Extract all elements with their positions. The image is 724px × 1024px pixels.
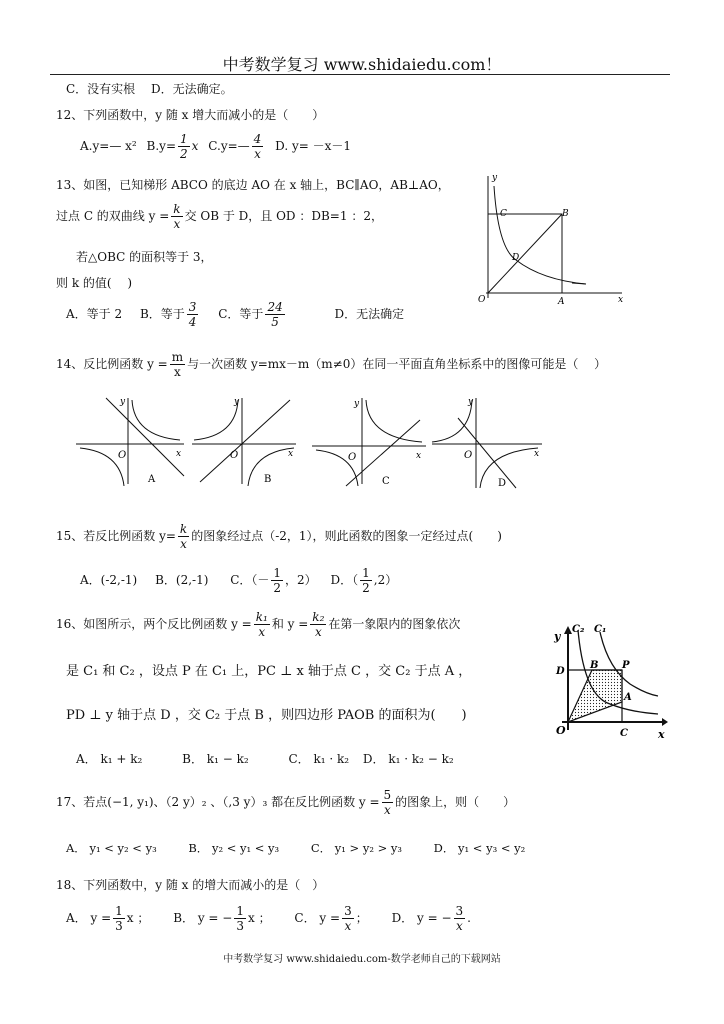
svg-text:y: y — [354, 399, 360, 409]
q13-hyperbola — [494, 186, 586, 284]
q15-stem: 15、若反比例函数 y= $\frac{k}{x}$ 的图象经过点（-2，1），则此函数的图象一定经过点( ) — [56, 522, 502, 551]
q16-figure — [550, 618, 670, 744]
svg-text:A: A — [624, 692, 632, 703]
svg-text:B: B — [590, 660, 599, 671]
q16-option-d: D． k₁ · k₂ − k₂ — [362, 752, 454, 766]
q12-option-c: C.y=— $\frac{4}{x}$ — [208, 132, 262, 161]
q15-option-a: A．(-2,-1) — [80, 573, 138, 587]
q15-option-c: C．（－ $\frac{1}{2}$ ，2） — [230, 566, 317, 595]
q17-option-b: B． y₂ < y₁ < y₃ — [188, 841, 280, 855]
svg-text:C₁: C₁ — [594, 624, 607, 635]
page-footer: 中考数学复习 www.shidaiedu.com-数学老师自己的下载网站 — [223, 954, 501, 965]
q13-label-x: x — [618, 295, 624, 305]
svg-text:O: O — [464, 450, 473, 461]
q12-options — [80, 132, 351, 161]
q13-label-b: B — [562, 209, 569, 219]
svg-text:y: y — [120, 397, 126, 407]
q13-option-d: D．无法确定 — [334, 307, 405, 321]
svg-text:x: x — [176, 449, 182, 459]
q13-line2: 过点 C 的双曲线 y = $\frac{k}{x}$ 交 OB 于 D，且 OD ：DB=1 ：2， — [56, 202, 383, 231]
q18-option-c: C． y = $\frac{3}{x}$ ； — [294, 904, 368, 933]
q16-option-b: B． k₁ − k₂ — [182, 752, 249, 766]
svg-text:O: O — [230, 450, 239, 461]
q16-line2: 是 C₁ 和 C₂ ，设点 P 在 C₁ 上，PC ⊥ x 轴于点 C ，交 C₂ 于点 A ， — [66, 664, 472, 679]
q15-option-b: B．(2,-1) — [155, 573, 209, 587]
q16-option-c: C． k₁ · k₂ — [288, 752, 350, 766]
svg-text:y: y — [234, 397, 240, 407]
q18-option-a: A． y = $\frac{1}{3}$ x ； — [66, 904, 150, 933]
svg-text:C: C — [620, 728, 628, 739]
q13-label-y: y — [492, 173, 498, 183]
q13-line3: 若△OBC 的面积等于 3， — [76, 250, 213, 264]
q13-line4: 则 k 的值( ) — [56, 276, 133, 290]
q13-curve-arrow — [572, 283, 586, 284]
q18-stem: 18、下列函数中，y 随 x 的增大而减小的是（ ） — [56, 878, 325, 892]
q18-option-b: B． y = − $\frac{1}{3}$ x ； — [173, 904, 271, 933]
q16-option-a: A． k₁ + k₂ — [76, 752, 143, 766]
q13-figure — [472, 168, 628, 308]
q16-shaded-paob — [568, 670, 622, 722]
q14-stem: 14、反比例函数 y = $\frac{m}{x}$ 与一次函数 y=mx－m（m≠0）在同一平面直角坐标系中的图像可能是（ ） — [56, 350, 607, 379]
svg-text:x: x — [534, 449, 540, 459]
svg-text:O: O — [118, 450, 127, 461]
q17-option-c: C． y₁ > y₂ > y₃ — [310, 841, 402, 855]
q13-options — [66, 300, 404, 329]
q17-option-d: D． y₁ < y₃ < y₂ — [433, 841, 526, 855]
q18-options — [66, 904, 471, 933]
q14-label-d: D — [498, 478, 507, 489]
q14-graph-a — [76, 397, 184, 486]
q12-option-b: B.y= $\frac{1}{2}$ x — [146, 132, 199, 161]
q18-option-d: D． y = − $\frac{3}{x}$ . — [391, 904, 471, 933]
page-header: 中考数学复习 www.shidaiedu.com！ — [222, 55, 502, 74]
q11-options: C．没有实根 D．无法确定。 — [66, 82, 233, 96]
q16-line3: PD ⊥ y 轴于点 D ，交 C₂ 于点 B ，则四边形 PAOB 的面积为( ) — [66, 708, 467, 723]
svg-text:y: y — [554, 630, 561, 643]
q15-option-d: D．（ $\frac{1}{2}$ ,2） — [330, 566, 398, 595]
svg-text:x: x — [288, 449, 294, 459]
q14-label-a: A — [148, 474, 156, 485]
svg-text:x: x — [658, 728, 665, 741]
q13-option-b: B．等于 $\frac{3}{4}$ — [139, 300, 197, 329]
header-rule — [50, 74, 670, 75]
svg-text:x: x — [416, 451, 422, 461]
q14-graph-c — [312, 398, 426, 487]
q13-label-d: D — [512, 253, 520, 263]
svg-text:P: P — [622, 660, 630, 671]
q14-figures — [76, 392, 546, 492]
q14-graph-d — [432, 397, 542, 489]
q16-options — [76, 750, 454, 767]
svg-text:D: D — [556, 666, 565, 677]
q13-option-a: A．等于 2 — [66, 307, 123, 321]
q15-options — [80, 566, 397, 595]
q17-options — [66, 840, 525, 856]
svg-text:C₂: C₂ — [572, 624, 585, 635]
svg-text:O: O — [348, 452, 357, 463]
svg-text:O: O — [556, 724, 566, 737]
q14-label-c: C — [382, 476, 390, 487]
svg-text:y: y — [468, 397, 474, 407]
q12-option-d: D. y= －x－1 — [275, 139, 352, 153]
q12-option-a: A.y=— x² — [80, 139, 137, 153]
q14-graph-b — [192, 397, 296, 486]
q13-option-c: C．等于 $\frac{24}{5}$ — [218, 300, 283, 329]
q13-label-c: C — [500, 209, 507, 219]
q12-stem: 12、下列函数中，y 随 x 增大而减小的是（ ） — [56, 108, 325, 122]
q17-option-a: A． y₁ < y₂ < y₃ — [66, 841, 157, 855]
q14-label-b: B — [264, 474, 272, 485]
q16-line1: 16、如图所示，两个反比例函数 y = $\frac{\text{k₁}}{x}$ 和 y = $\frac{\text{k₂}}{x}$ 在第一象限内的图象依次 — [56, 610, 461, 639]
q13-line1: 13、如图，已知梯形 ABCO 的底边 AO 在 x 轴上，BC∥AO，AB⊥AO， — [56, 178, 450, 192]
q13-label-o: O — [478, 295, 486, 305]
q13-label-a: A — [558, 297, 565, 307]
q17-stem: 17、若点(−1, y₁)、（2 y）₂ 、（,3 y）₃ 都在反比例函数 y = $\frac{5}{x}$ 的图象上，则（ ） — [56, 788, 516, 817]
